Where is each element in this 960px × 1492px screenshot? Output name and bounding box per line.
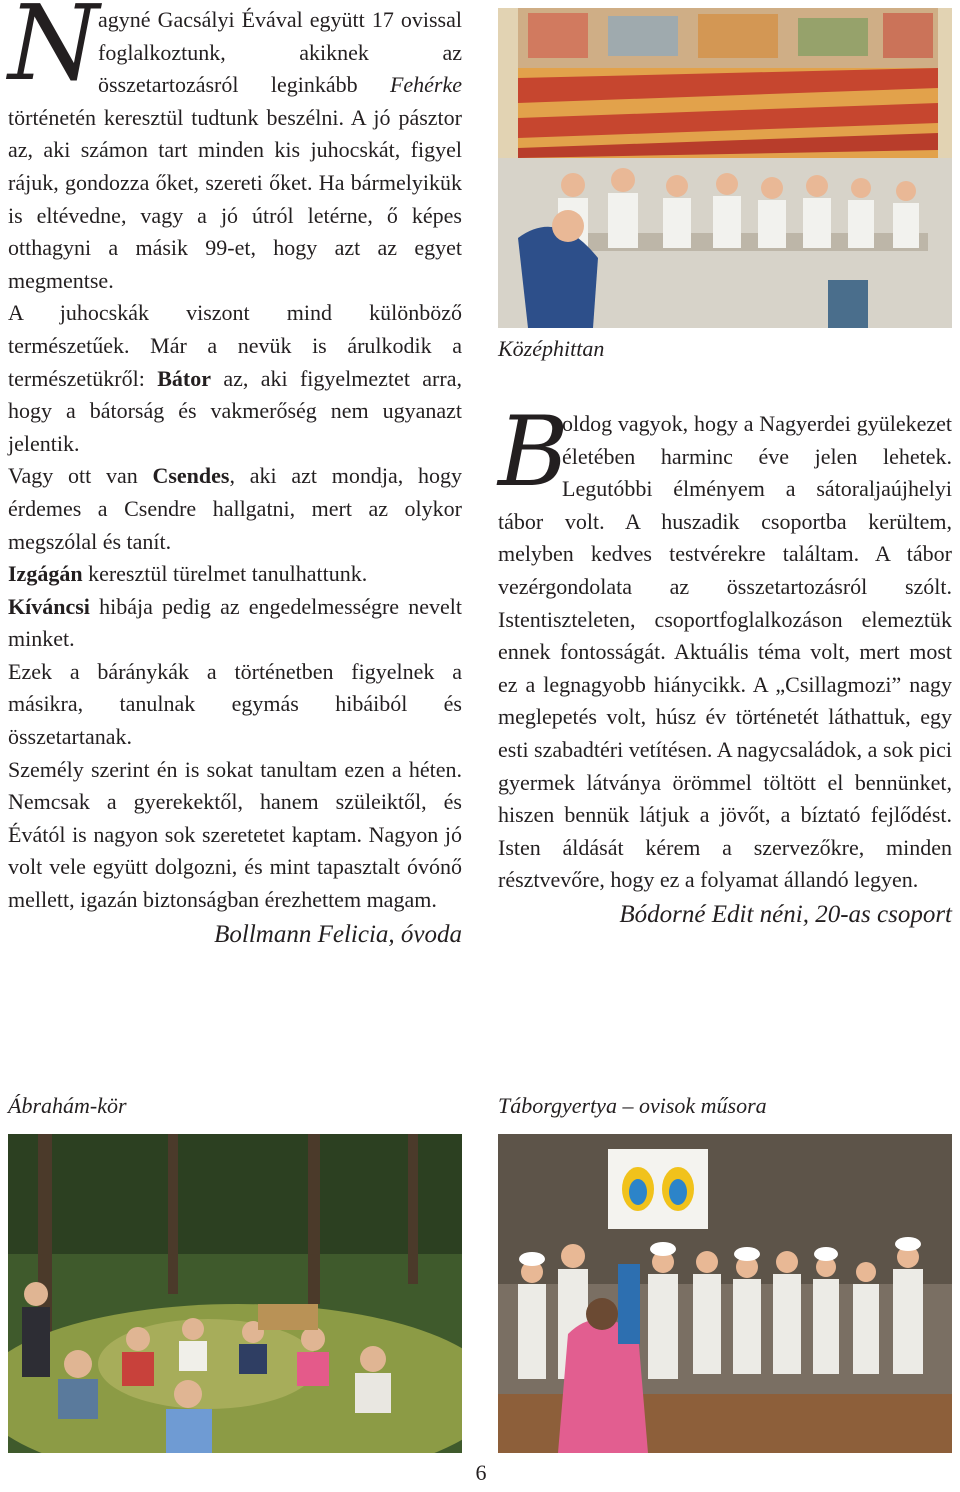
- photo-abraham-kor: [8, 1134, 462, 1453]
- left-paragraph: [8, 558, 462, 591]
- bold-term: Izgágán: [8, 561, 83, 587]
- bold-term: Bátor: [157, 365, 211, 391]
- article-left: [8, 0, 463, 953]
- left-paragraph: [8, 460, 462, 558]
- photo-taborgyertya: [498, 1134, 952, 1453]
- photo-kozephittan: [498, 8, 952, 328]
- text-run: történetén keresztül tudtunk beszélni. A jó pásztor az, aki számon tart minden kis juhocskát, figyel rájuk, gondozza őket, szereti őket. Ha bármelyikük is eltévedne, vagy a jó útról letérne, ő képes otthagyni a másik 99-et, hogy azt az egyet megmentse.: [8, 104, 462, 293]
- photo-abraham-illustration: [8, 1134, 462, 1453]
- text-run: oldog vagyok, hogy a Nagyerdei gyülekezet életében harminc éve jelen lehetek. Legutóbbi élményem a sátoraljaújhelyi tábor volt. A huszadik csoportba kerültem, melyben kedves testvérekre találtam. A tábor vezérgondolata az összetartozásról szólt. Istentiszteleten, csoportfoglalkozáson elemeztük ennek fontosságát. Aktuális téma volt, mert most ez a legnagyobb hiánycikk. A „Csillagmozi” nagy meglepetés volt, húsz év történetét láthattuk, egy esti szabadtéri vetítésen. A nagycsaládok, a sok pici gyermek látványa örömmel töltött el bennünket, hiszen bennük látjuk a jövőt, a bíztató fejlődést. Isten áldását kérem a szervezőkre, minden résztvevőre, hogy ez a folyamat állandó legyen.: [498, 411, 952, 893]
- text-run: Vagy ott van: [8, 463, 153, 489]
- bold-term: Csendes: [152, 463, 230, 489]
- photo-taborgyertya-illustration: [498, 1134, 952, 1453]
- left-paragraph: [8, 656, 462, 754]
- text-run: hibája pedig az engedelmességre nevelt minket.: [8, 593, 462, 652]
- caption-abraham-kor: Ábrahám-kör: [8, 1093, 127, 1118]
- text-run: Személy szerint én is sokat tanultam ezen a héten. Nemcsak a gyerekektől, hanem szüleiktől, és Évától is nagyon sok szeretetet kaptam. Nagyon jó volt vele együtt dolgozni, és mint tapasztalt óvónő mellett, igazán biztonságban érezhettem magam.: [8, 756, 462, 913]
- left-paragraphs: [8, 4, 462, 917]
- left-paragraph: [8, 297, 462, 460]
- text-run: az, aki figyelmeztet arra, hogy a bátorság és vakmerőség nem ugyanazt jelentik.: [8, 365, 462, 456]
- photo-kozephittan-illustration: [498, 8, 952, 328]
- right-paragraphs: [498, 396, 952, 897]
- caption-taborgyertya: Táborgyertya – ovisok műsora: [498, 1093, 767, 1118]
- signature-right: Bódorné Edit néni, 20-as csoport: [619, 900, 952, 928]
- text-run: agyné Gacsályi Évával együtt 17 ovissal foglalkoztunk, akiknek az összetartozásról leginkább: [98, 7, 462, 98]
- left-paragraph: [8, 754, 462, 917]
- text-run: keresztül türelmet tanulhattunk.: [82, 561, 368, 587]
- dropcap-b: B: [498, 396, 569, 508]
- text-run: , aki azt mondja, hogy érdemes a Csendre hallgatni, mert az olykor megszólal és tanít.: [8, 463, 463, 554]
- italic-term: Fehérke: [389, 72, 462, 98]
- text-run: A juhocskák viszont mind különböző természetűek. Már a nevük is árulkodik a természetükről:: [8, 300, 462, 391]
- caption-kozephittan: Középhittan: [498, 336, 605, 361]
- left-paragraph: [8, 591, 462, 656]
- article-right: [498, 396, 952, 933]
- right-paragraph: [498, 396, 952, 897]
- text-run: Ezek a báránykák a történetben figyelnek a másikra, tanulnak egymás hibáiból és összetartanak.: [8, 658, 462, 750]
- signature-left: Bollmann Felicia, óvoda: [214, 920, 462, 948]
- page-number: 6: [475, 1460, 487, 1485]
- bold-term: Kíváncsi: [8, 593, 90, 619]
- dropcap-n: N: [8, 0, 99, 104]
